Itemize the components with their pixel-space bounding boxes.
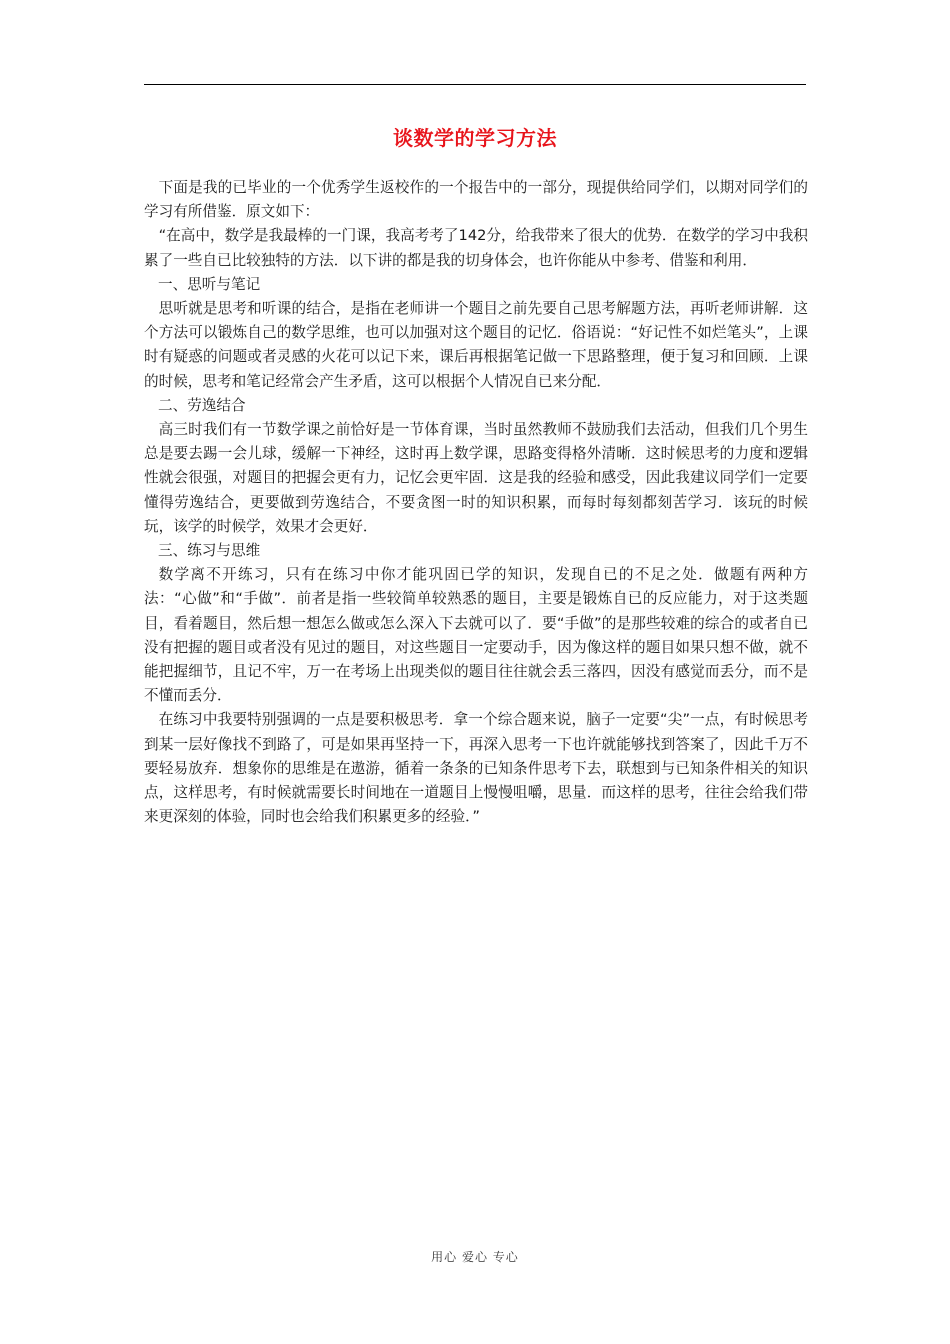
quote-opening-paragraph: “在高中，数学是我最棒的一门课，我高考考了142分，给我带来了很大的优势．在数学的学习中我积累了一些自已比较独特的方法．以下讲的都是我的切身体会，也许你能从中参考、借鉴和利用． [144,227,808,269]
page-footer: 用心 爱心 专心 [431,1250,519,1264]
document-title: 谈数学的学习方法 [393,126,557,150]
section-3-paragraph-2: 在练习中我要特别强调的一点是要积极思考．拿一个综合题来说，脑子一定要“尖”一点，有时候思考到某一层好像找不到路了，可是如果再坚持一下，再深入思考一下也许就能够找到答案了，因此千万不要轻易放弃．想象你的思维是在遨游，循着一条条的已知条件思考下去，联想到与已知条件相关的知识点，这样思考，有时候就需要长时间地在一道题目上慢慢咀嚼，思量．而这样的思考，往往会给我们带来更深刻的体验，同时也会给我们积累更多的经验．” [144,711,808,826]
section-heading-2: 二、劳逸结合 [158,396,246,414]
section-2-paragraph: 高三时我们有一节数学课之前恰好是一节体育课，当时虽然教师不鼓励我们去活动，但我们几个男生总是要去踢一会儿球，缓解一下神经，这时再上数学课，思路变得格外清晰．这时候思考的力度和逻辑性就会很强，对题目的把握会更有力，记忆会更牢固．这是我的经验和感受，因此我建议同学们一定要懂得劳逸结合，更要做到劳逸结合，不要贪图一时的知识积累，而每时每刻都刻苦学习．该玩的时候玩，该学的时候学，效果才会更好． [144,421,808,535]
section-3-paragraph-1: 数学离不开练习，只有在练习中你才能巩固已学的知识，发现自已的不足之处．做题有两种方法：“心做”和“手做”．前者是指一些较简单较熟悉的题目，主要是锻炼自已的反应能力，对于这类题目，看着题目，然后想一想怎么做或怎么深入下去就可以了．要“手做”的是那些较难的综合的或者自已没有把握的题目或者没有见过的题目，对这些题目一定要动手，因为像这样的题目如果只想不做，就不能把握细节，且记不牢，万一在考场上出现类似的题目往往就会丢三落四，因没有感觉而丢分，而不是不懂而丢分． [144,566,808,705]
section-heading-1: 一、思听与笔记 [158,275,261,293]
header-rule [144,84,806,85]
document-body [144,176,808,829]
section-heading-3: 三、练习与思维 [158,542,261,560]
intro-paragraph: 下面是我的已毕业的一个优秀学生返校作的一个报告中的一部分，现提供给同学们，以期对同学们的学习有所借鉴．原文如下： [144,179,808,221]
section-1-paragraph: 思听就是思考和听课的结合，是指在老师讲一个题目之前先要自己思考解题方法，再听老师讲解．这个方法可以锻炼自己的数学思维，也可以加强对这个题目的记忆．俗语说：“好记性不如烂笔头”，上课时有疑惑的问题或者灵感的火花可以记下来，课后再根据笔记做一下思路整理，便于复习和回顾．上课的时候，思考和笔记经常会产生矛盾，这可以根据个人情况自已来分配． [144,300,808,390]
